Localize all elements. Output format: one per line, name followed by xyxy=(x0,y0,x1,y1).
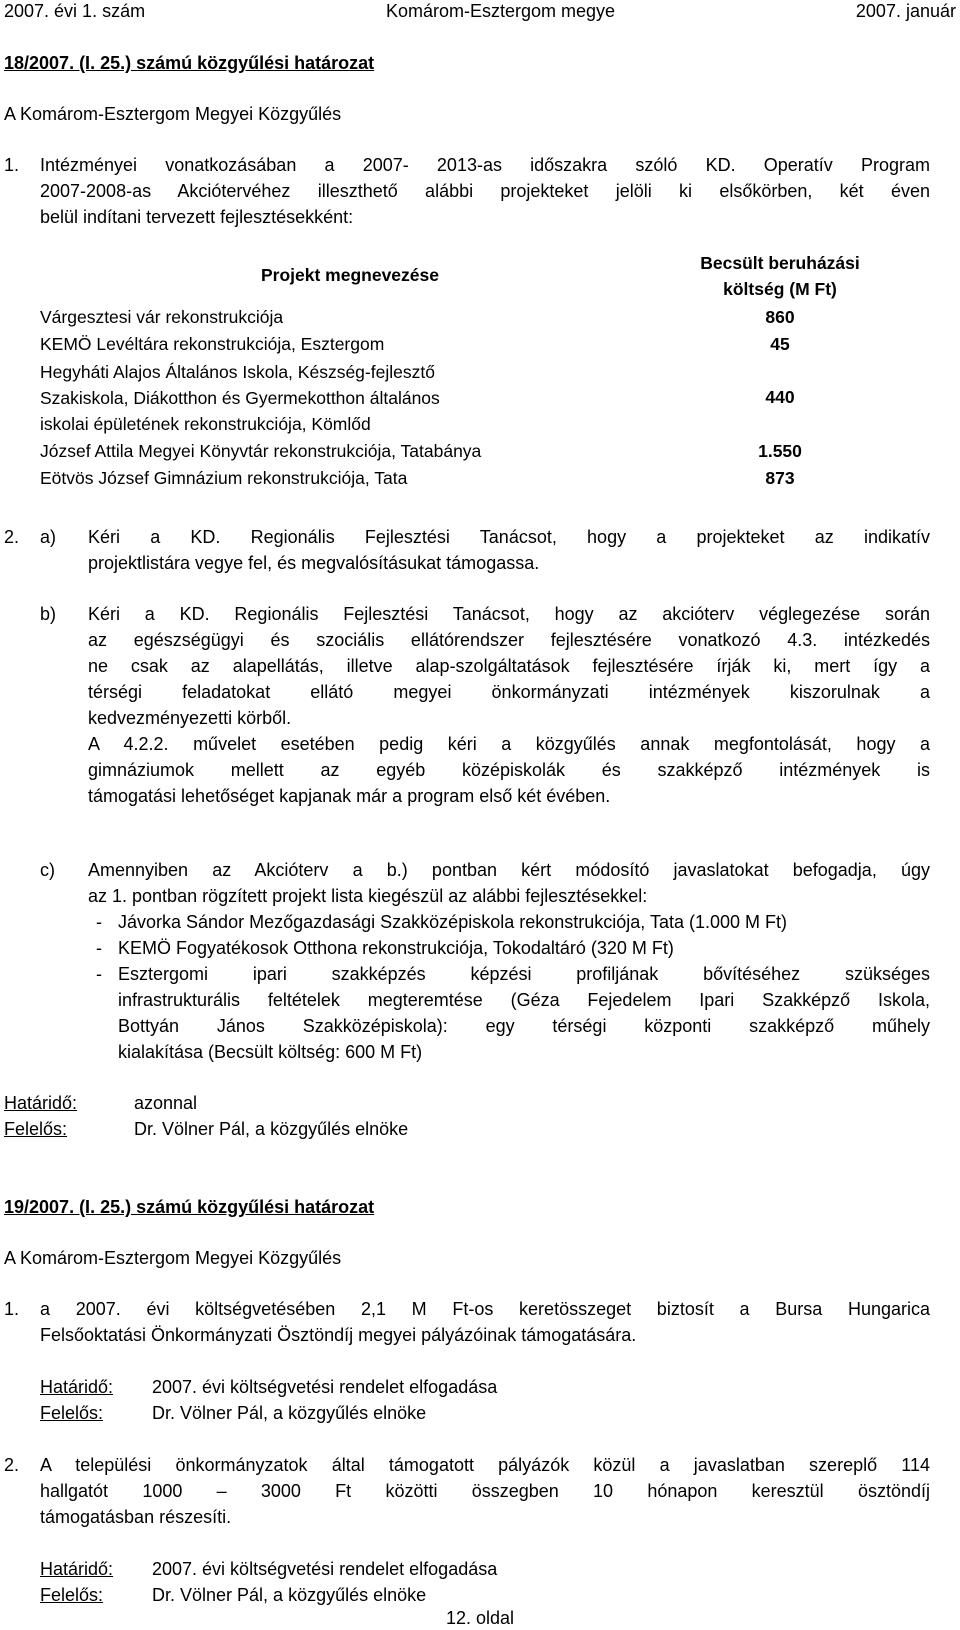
text-line: A települési önkormányzatok által támogatott pályázók közül a javaslatban szereplő 114 xyxy=(40,1455,930,1475)
text-line: ne csak az alapellátás, illetve alap-szolgáltatások fejlesztésére írják ki, mert így a xyxy=(88,656,930,676)
resolution-1-body-name: A Komárom-Esztergom Megyei Közgyűlés xyxy=(4,104,342,124)
res2-p1-deadline-label: Határidő: xyxy=(40,1377,114,1397)
project-name xyxy=(40,358,660,438)
project-table xyxy=(40,248,900,492)
text-line: Felsőoktatási Önkormányzati Ösztöndíj megyei pályázóinak támogatására. xyxy=(40,1325,637,1345)
res1-deadline-value: azonnal xyxy=(134,1093,198,1113)
project-name-line: Hegyháti Alajos Általános Iskola, Készség-fejlesztő xyxy=(40,362,435,382)
project-cost: 1.550 xyxy=(758,440,802,461)
header-date: 2007. január xyxy=(855,1,956,21)
res1-responsible-label: Felelős: xyxy=(4,1119,68,1139)
res2-point-2-text xyxy=(40,1452,930,1530)
project-name: József Attila Megyei Könyvtár rekonstrukciója, Tatabánya xyxy=(40,440,482,461)
table-row xyxy=(40,465,900,492)
resolution-1-title: 18/2007. (I. 25.) számú közgyűlési határozat xyxy=(4,53,375,73)
text-line: kedvezményezetti körből. xyxy=(88,708,292,728)
header-county: Komárom-Esztergom megye xyxy=(385,1,616,21)
text-line: infrastrukturális feltételek megteremtése (Géza Fejedelem Ipari Szakképző Iskola, xyxy=(118,990,930,1010)
text-line: támogatásban részesíti. xyxy=(40,1507,232,1527)
text-line: Bottyán János Szakközépiskola): egy térségi központi szakképző műhely xyxy=(118,1016,930,1036)
project-cost: 45 xyxy=(770,333,790,354)
text-line: kialakítása (Becsült költség: 600 M Ft) xyxy=(118,1042,423,1062)
project-name: KEMÖ Levéltára rekonstrukciója, Esztergom xyxy=(40,333,385,354)
res2-point-1-text xyxy=(40,1296,930,1348)
text-line: Intézményei vonatkozásában a 2007- 2013-as időszakra szóló KD. Operatív Program xyxy=(40,155,930,175)
cost-header-line-2: költség (M Ft) xyxy=(723,279,837,299)
res2-p2-responsible-value: Dr. Völner Pál, a közgyűlés elnöke xyxy=(152,1585,427,1605)
project-name: Várgesztesi vár rekonstrukciója xyxy=(40,306,284,327)
project-name-line: Szakiskola, Diákotthon és Gyermekotthon általános xyxy=(40,388,440,408)
text-line: az 1. pontban rögzített projekt lista kiegészül az alábbi fejlesztésekkel: xyxy=(88,886,648,906)
res1-point-2b-label: b) xyxy=(40,604,57,624)
res2-p1-responsible-value: Dr. Völner Pál, a közgyűlés elnöke xyxy=(152,1403,427,1423)
project-name: Eötvös József Gimnázium rekonstrukciója, Tata xyxy=(40,467,408,488)
text-line: Kéri a KD. Regionális Fejlesztési Tanácsot, hogy a projekteket az indikatív xyxy=(88,527,930,547)
res1-point-2c-text xyxy=(88,857,930,909)
bullet-mark: - xyxy=(96,912,102,932)
text-line: KEMÖ Fogyatékosok Otthona rekonstrukciója, Tokodaltáró (320 M Ft) xyxy=(118,938,674,958)
cost-header-line-1: Becsült beruházási xyxy=(700,253,860,273)
res1-responsible-value: Dr. Völner Pál, a közgyűlés elnöke xyxy=(134,1119,409,1139)
resolution-2-title: 19/2007. (I. 25.) számú közgyűlési határozat xyxy=(4,1197,375,1217)
res2-point-1-number: 1. xyxy=(4,1299,20,1319)
project-cost: 873 xyxy=(765,467,795,488)
res2-p2-deadline-label: Határidő: xyxy=(40,1559,114,1579)
res2-p1-deadline-value: 2007. évi költségvetési rendelet elfogadása xyxy=(152,1377,498,1397)
text-line: gimnáziumok mellett az egyéb középiskolák és szakképző intézmények is xyxy=(88,760,930,780)
text-line: térségi feladatokat ellátó megyei önkormányzati intézmények kiszorulnak a xyxy=(88,682,930,702)
table-header-row xyxy=(40,248,900,304)
text-line: Amennyiben az Akcióterv a b.) pontban kért módosító javaslatokat befogadja, úgy xyxy=(88,860,930,880)
res2-p2-responsible-label: Felelős: xyxy=(40,1585,104,1605)
text-line: támogatási lehetőséget kapjanak már a program első két évében. xyxy=(88,786,611,806)
text-line: Esztergomi ipari szakképzés képzési profiljának bővítéséhez szükséges xyxy=(118,964,930,984)
res1-point-1-text xyxy=(40,152,930,230)
res1-point-2a-text xyxy=(88,524,930,576)
text-line: projektlistára vegye fel, és megvalósításukat támogassa. xyxy=(88,553,540,573)
table-row xyxy=(40,358,900,438)
bullet-mark: - xyxy=(96,938,102,958)
res2-p2-deadline-value: 2007. évi költségvetési rendelet elfogadása xyxy=(152,1559,498,1579)
text-line: Jávorka Sándor Mezőgazdasági Szakközépiskola rekonstrukciója, Tata (1.000 M Ft) xyxy=(118,912,787,932)
list-item xyxy=(96,961,930,1065)
res2-p1-responsible-label: Felelős: xyxy=(40,1403,104,1423)
text-line: az egészségügyi és szociális ellátórendszer fejlesztésére vonatkozó 4.3. intézkedés xyxy=(88,630,930,650)
res1-deadline-label: Határidő: xyxy=(4,1093,78,1113)
res2-point-2-number: 2. xyxy=(4,1455,20,1475)
text-line: A 4.2.2. művelet esetében pedig kéri a közgyűlés annak megfontolását, hogy a xyxy=(88,734,930,754)
list-item xyxy=(96,909,930,935)
res1-point-2c-label: c) xyxy=(40,860,55,880)
table-row xyxy=(40,304,900,331)
list-item xyxy=(96,935,930,961)
resolution-2-body-name: A Komárom-Esztergom Megyei Közgyűlés xyxy=(4,1248,342,1268)
res1-point-2-number: 2. xyxy=(4,527,20,547)
additional-projects-list xyxy=(96,909,930,1065)
page-header xyxy=(0,0,960,30)
res1-point-1-number: 1. xyxy=(4,155,20,175)
page-number: 12. oldal xyxy=(445,1608,515,1628)
text-line: 2007-2008-as Akciótervéhez illeszthető alábbi projekteket jelöli ki elsőkörben, két éven xyxy=(40,181,930,201)
project-cost: 860 xyxy=(765,306,795,327)
column-header-cost xyxy=(660,248,900,304)
header-issue: 2007. évi 1. szám xyxy=(4,1,146,21)
project-cost: 440 xyxy=(765,387,795,408)
text-line: belül indítani tervezett fejlesztésekként: xyxy=(40,207,354,227)
table-row xyxy=(40,438,900,465)
column-header-project: Projekt megnevezése xyxy=(260,265,439,286)
text-line: Kéri a KD. Regionális Fejlesztési Tanácsot, hogy az akcióterv véglegezése során xyxy=(88,604,930,624)
text-line: a 2007. évi költségvetésében 2,1 M Ft-os keretösszeget biztosít a Bursa Hungarica xyxy=(40,1299,930,1319)
project-name-line: iskolai épületének rekonstrukciója, Kömlőd xyxy=(40,414,371,434)
text-line: hallgatót 1000 – 3000 Ft közötti összegben 10 hónapon keresztül ösztöndíj xyxy=(40,1481,930,1501)
table-row xyxy=(40,331,900,358)
res1-point-2a-label: a) xyxy=(40,527,57,547)
bullet-mark: - xyxy=(96,964,102,984)
res1-point-2b-text xyxy=(88,601,930,809)
